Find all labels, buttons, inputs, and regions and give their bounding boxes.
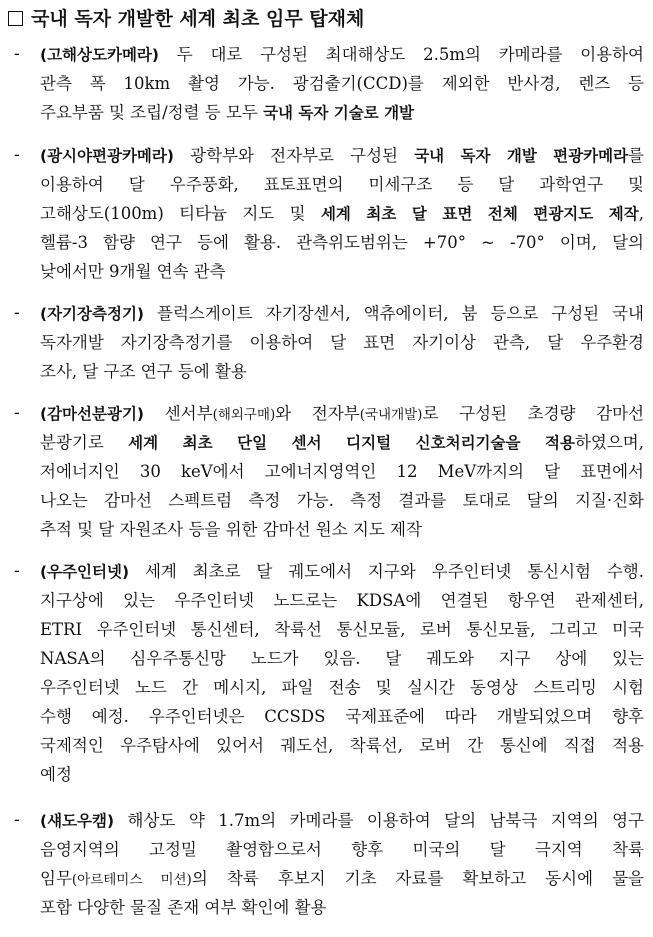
paragraph-line: (감마선분광기) 센서부(해외구매)와 전자부(국내개발)로 구성된 초경량 감마선 (40, 404, 644, 423)
paragraph-line: 조사, 달 구조 연구 등에 활용 (40, 362, 247, 381)
paragraph-line: 임무(아르테미스 미션)의 착륙 후보지 기초 자료를 확보하고 동시에 물을 (40, 869, 644, 888)
bullet-dash: - (14, 561, 20, 581)
paragraph-line: (우주인터넷) 세계 최초로 달 궤도에서 지구와 우주인터넷 통신시험 수행. (40, 562, 644, 581)
paragraph-line: 관측 폭 10km 촬영 가능. 광검출기(CCD)를 제외한 반사경, 렌즈 등 (40, 74, 644, 93)
list-item-wide-angle-polarimetric-camera (14, 141, 644, 286)
paragraph-line: 분광기로 세계 최초 단일 센서 디지털 신호처리기술을 적용하였으며, (40, 433, 644, 452)
paragraph-line: (광시야편광카메라) 광학부와 전자부로 구성된 국내 독자 개발 편광카메라를 (40, 146, 644, 165)
bullet-dash: - (14, 403, 20, 423)
item-title: (우주인터넷) (40, 563, 130, 581)
bullet-dash: - (14, 145, 20, 165)
list-item-space-internet (14, 557, 644, 789)
bullet-dash: - (14, 44, 20, 64)
emphasis-text: 세계 최초 단일 센서 디지털 신호처리기술을 적용 (128, 434, 575, 452)
list-item-magnetometer (14, 299, 644, 386)
paragraph-line: 독자개발 자기장측정기를 이용하여 달 표면 자기이상 관측, 달 우주환경 (40, 333, 644, 352)
paragraph-line: NASA의 심우주통신망 노드가 있음. 달 궤도와 지구 상에 있는 (40, 649, 644, 668)
item-title: (감마선분광기) (40, 405, 145, 423)
paragraph-line: 국제적인 우주탐사에 있어서 궤도선, 착륙선, 로버 간 통신에 직접 적용 (40, 736, 644, 755)
paragraph-line: 이용하여 달 우주풍화, 표토표면의 미세구조 등 달 과학연구 및 (40, 175, 644, 194)
paragraph-line: 우주인터넷 노드 간 메시지, 파일 전송 및 실시간 동영상 스트리밍 시험 (40, 678, 644, 697)
item-title: (고해상도카메라) (40, 46, 159, 64)
paragraph-line: (섀도우캠) 해상도 약 1.7m의 카메라를 이용하여 달의 남북극 지역의 영구 (40, 811, 644, 830)
paragraph-line: (자기장측정기) 플럭스게이트 자기장센서, 액츄에이터, 붐 등으로 구성된 국내 (40, 304, 644, 323)
item-title: (섀도우캠) (40, 812, 115, 830)
paragraph-line: (고해상도카메라) 두 대로 구성된 최대해상도 2.5m의 카메라를 이용하여 (40, 45, 644, 64)
emphasis-text: 세계 최초 달 표면 전체 편광지도 제작 (320, 205, 639, 223)
paragraph-line: 고해상도(100m) 티타늄 지도 및 세계 최초 달 표면 전체 편광지도 제작, (40, 204, 644, 223)
paragraph-line: 예정 (40, 765, 72, 784)
item-title: (광시야편광카메라) (40, 147, 174, 165)
checkbox-square-icon (8, 11, 23, 26)
paragraph-line: 낮에서만 9개월 연속 관측 (40, 262, 226, 281)
paragraph-line: 추적 및 달 자원조사 등을 위한 감마선 원소 지도 제작 (40, 520, 422, 539)
paragraph-line: 나오는 감마선 스펙트럼 측정 가능. 측정 결과를 토대로 달의 지질·진화 (40, 491, 644, 510)
bullet-dash: - (14, 303, 20, 323)
paragraph-line: 저에너지인 30 keV에서 고에너지영역인 12 MeV까지의 달 표면에서 (40, 462, 644, 481)
paragraph-line: 지구상에 있는 우주인터넷 노드로는 KDSA에 연결된 항우연 관제센터, (40, 591, 644, 610)
emphasis-text: 국내 독자 기술로 개발 (263, 104, 415, 122)
paragraph-line: 헬륨-3 함량 연구 등에 활용. 관측위도범위는 +70° ~ -70° 이며, 달의 (40, 233, 644, 252)
heading-text: 국내 독자 개발한 세계 최초 임무 탑재체 (31, 8, 365, 30)
emphasis-text: 국내 독자 개발 편광카메라 (414, 147, 629, 165)
paragraph-line: ETRI 우주인터넷 통신센터, 착륙선 통신모듈, 로버 통신모듈, 그리고 미국 (40, 620, 644, 639)
list-item-high-res-camera (14, 40, 644, 127)
item-title: (자기장측정기) (40, 305, 145, 323)
section-heading (8, 6, 364, 32)
paragraph-line: 음영지역의 고정밀 촬영함으로서 향후 미국의 달 극지역 착륙 (40, 840, 644, 859)
list-item-gamma-ray-spectrometer (14, 399, 644, 544)
bullet-dash: - (14, 810, 20, 830)
paragraph-line: 수행 예정. 우주인터넷은 CCSDS 국제표준에 따라 개발되었으며 향후 (40, 707, 644, 726)
paragraph-line: 주요부품 및 조립/정렬 등 모두 국내 독자 기술로 개발 (40, 103, 415, 122)
list-item-shadowcam (14, 806, 644, 922)
paragraph-line: 포함 다양한 물질 존재 여부 확인에 활용 (40, 898, 327, 917)
